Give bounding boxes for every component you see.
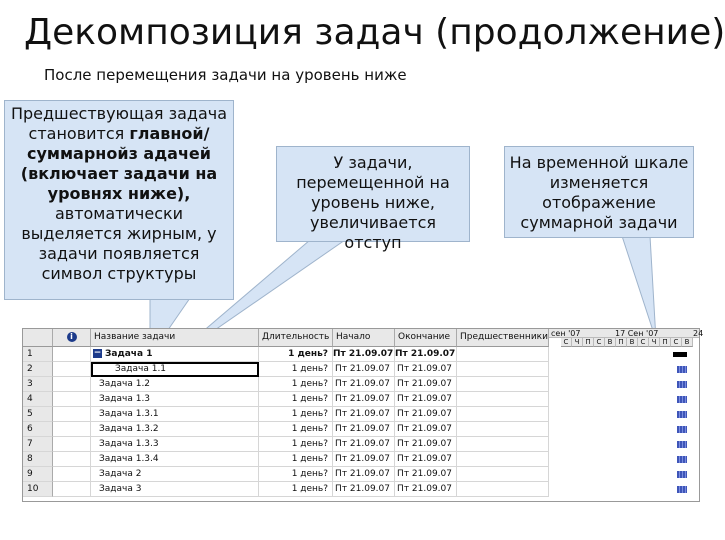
table-row[interactable]: [23, 467, 699, 482]
row-number[interactable]: 2: [23, 362, 53, 377]
duration-cell[interactable]: 1 день?: [259, 362, 333, 377]
predecessors-column-header[interactable]: Предшественники: [457, 329, 549, 347]
gantt-day: В: [627, 338, 638, 347]
start-cell[interactable]: Пт 21.09.07: [333, 422, 395, 437]
predecessors-cell[interactable]: [457, 452, 549, 467]
predecessors-cell[interactable]: [457, 407, 549, 422]
task-name-text: Задача 1.3.4: [99, 454, 159, 464]
callout-summary-text-1: Предшествующая задача становится: [10, 104, 228, 143]
slide-title: Декомпозиция задач (продолжение): [24, 12, 725, 53]
duration-cell[interactable]: 1 день?: [259, 347, 333, 362]
task-name-cell[interactable]: [91, 362, 259, 377]
row-number-header[interactable]: [23, 329, 53, 347]
predecessors-cell[interactable]: [457, 392, 549, 407]
predecessors-cell[interactable]: [457, 347, 549, 362]
duration-cell[interactable]: 1 день?: [259, 407, 333, 422]
gantt-day: В: [682, 338, 693, 347]
task-name-text: Задача 1.2: [99, 379, 151, 389]
row-number[interactable]: 5: [23, 407, 53, 422]
finish-cell[interactable]: Пт 21.09.07: [395, 437, 457, 452]
slide-subtitle: После перемещения задачи на уровень ниже: [44, 66, 407, 84]
task-name-text: Задача 1.3.1: [99, 409, 159, 419]
table-row[interactable]: [23, 482, 699, 497]
row-number[interactable]: 9: [23, 467, 53, 482]
gantt-task-bar[interactable]: [677, 471, 687, 478]
finish-cell[interactable]: Пт 21.09.07: [395, 392, 457, 407]
info-cell[interactable]: [53, 452, 91, 467]
finish-cell[interactable]: Пт 21.09.07: [395, 452, 457, 467]
duration-cell[interactable]: 1 день?: [259, 392, 333, 407]
gantt-day: П: [660, 338, 671, 347]
start-cell[interactable]: Пт 21.09.07: [333, 407, 395, 422]
predecessors-cell[interactable]: [457, 467, 549, 482]
duration-cell[interactable]: 1 день?: [259, 467, 333, 482]
task-name-cell[interactable]: [91, 467, 259, 482]
callout-summary-task: [4, 100, 234, 300]
duration-cell[interactable]: 1 день?: [259, 422, 333, 437]
finish-cell[interactable]: Пт 21.09.07: [395, 482, 457, 497]
finish-cell[interactable]: Пт 21.09.07: [395, 407, 457, 422]
duration-cell[interactable]: 1 день?: [259, 452, 333, 467]
task-name-cell[interactable]: [91, 452, 259, 467]
collapse-icon[interactable]: −: [93, 348, 102, 358]
row-number[interactable]: 4: [23, 392, 53, 407]
task-name-cell[interactable]: [91, 377, 259, 392]
info-cell[interactable]: [53, 407, 91, 422]
table-row[interactable]: [23, 362, 699, 377]
callout-indent: У задачи, перемещенной на уровень ниже, увеличивается отступ: [276, 146, 470, 242]
gantt-day: Ч: [649, 338, 660, 347]
callout-timeline: На временной шкале изменяется отображение суммарной задачи: [504, 146, 694, 238]
start-cell[interactable]: Пт 21.09.07: [333, 467, 395, 482]
row-number[interactable]: 8: [23, 452, 53, 467]
task-name-text: Задача 1.3: [99, 394, 151, 404]
callout-summary-bold: главной/суммарнойз адачей (включает задачи на уровнях ниже),: [20, 124, 218, 203]
row-number[interactable]: 6: [23, 422, 53, 437]
gantt-day: Ч: [572, 338, 583, 347]
task-name-cell[interactable]: [91, 392, 259, 407]
gantt-day: С: [561, 338, 572, 347]
table-row[interactable]: [23, 452, 699, 467]
duration-cell[interactable]: 1 день?: [259, 437, 333, 452]
name-column-header[interactable]: Название задачи: [91, 329, 259, 347]
gantt-task-bar[interactable]: [677, 396, 687, 403]
task-name-text: Задача 1.3.3: [99, 439, 159, 449]
start-cell[interactable]: Пт 21.09.07: [333, 452, 395, 467]
start-cell[interactable]: Пт 21.09.07: [333, 482, 395, 497]
finish-cell[interactable]: Пт 21.09.07: [395, 377, 457, 392]
task-table: [22, 328, 704, 502]
task-name-cell[interactable]: [91, 407, 259, 422]
info-cell[interactable]: [53, 347, 91, 362]
duration-column-header[interactable]: Длительность: [259, 329, 333, 347]
finish-cell[interactable]: Пт 21.09.07: [395, 422, 457, 437]
predecessors-cell[interactable]: [457, 437, 549, 452]
task-name-cell[interactable]: [91, 347, 259, 362]
gantt-day: П: [583, 338, 594, 347]
gantt-day: С: [594, 338, 605, 347]
gantt-week-1: сен '07: [549, 329, 613, 338]
start-cell[interactable]: Пт 21.09.07: [333, 362, 395, 377]
gantt-task-bar[interactable]: [677, 366, 687, 373]
duration-cell[interactable]: 1 день?: [259, 377, 333, 392]
finish-column-header[interactable]: Окончание: [395, 329, 457, 347]
task-name-text: Задача 1.3.2: [99, 424, 159, 434]
info-cell[interactable]: [53, 392, 91, 407]
gantt-task-bar[interactable]: [677, 441, 687, 448]
finish-cell[interactable]: Пт 21.09.07: [395, 362, 457, 377]
row-number[interactable]: 3: [23, 377, 53, 392]
info-cell[interactable]: [53, 437, 91, 452]
gantt-week-3: 24: [693, 329, 704, 338]
task-name-cell[interactable]: [91, 482, 259, 497]
gantt-day: С: [671, 338, 682, 347]
finish-cell[interactable]: Пт 21.09.07: [395, 467, 457, 482]
row-number[interactable]: 10: [23, 482, 53, 497]
gantt-day: П: [616, 338, 627, 347]
duration-cell[interactable]: 1 день?: [259, 482, 333, 497]
gantt-day: С: [638, 338, 649, 347]
info-cell[interactable]: [53, 422, 91, 437]
task-name-text: Задача 1: [105, 349, 153, 359]
info-icon: i: [67, 332, 77, 342]
table-row[interactable]: [23, 377, 699, 392]
task-name-cell[interactable]: [91, 422, 259, 437]
table-row[interactable]: [23, 422, 699, 437]
start-cell[interactable]: Пт 21.09.07: [333, 437, 395, 452]
table-row[interactable]: [23, 407, 699, 422]
row-number[interactable]: 7: [23, 437, 53, 452]
gantt-day: В: [605, 338, 616, 347]
predecessors-cell[interactable]: [457, 377, 549, 392]
gantt-summary-bar[interactable]: [673, 352, 687, 357]
task-name-text: Задача 3: [99, 484, 142, 494]
table-row[interactable]: [23, 392, 699, 407]
task-name-cell[interactable]: [91, 437, 259, 452]
gantt-task-bar[interactable]: [677, 456, 687, 463]
predecessors-cell[interactable]: [457, 482, 549, 497]
start-column-header[interactable]: Начало: [333, 329, 395, 347]
row-number[interactable]: 1: [23, 347, 53, 362]
table-row[interactable]: [23, 347, 699, 362]
info-cell[interactable]: [53, 377, 91, 392]
task-name-text: Задача 1.1: [115, 364, 167, 374]
right-callout-pointer: [622, 236, 656, 340]
start-cell[interactable]: Пт 21.09.07: [333, 347, 395, 362]
gantt-task-bar[interactable]: [677, 486, 687, 493]
predecessors-cell[interactable]: [457, 362, 549, 377]
info-cell[interactable]: [53, 467, 91, 482]
predecessors-cell[interactable]: [457, 422, 549, 437]
info-cell[interactable]: [53, 482, 91, 497]
callout-summary-text-2: автоматически выделяется жирным, у задачи появляется символ структуры: [21, 204, 217, 283]
table-row[interactable]: [23, 437, 699, 452]
start-cell[interactable]: Пт 21.09.07: [333, 392, 395, 407]
gantt-task-bar[interactable]: [677, 411, 687, 418]
task-name-text: Задача 2: [99, 469, 142, 479]
info-cell[interactable]: [53, 362, 91, 377]
gantt-task-bar[interactable]: [677, 381, 687, 388]
info-column-header[interactable]: [53, 329, 91, 347]
gantt-task-bar[interactable]: [677, 426, 687, 433]
finish-cell[interactable]: Пт 21.09.07: [395, 347, 457, 362]
gantt-week-2: 17 Сен '07: [613, 329, 691, 338]
start-cell[interactable]: Пт 21.09.07: [333, 377, 395, 392]
